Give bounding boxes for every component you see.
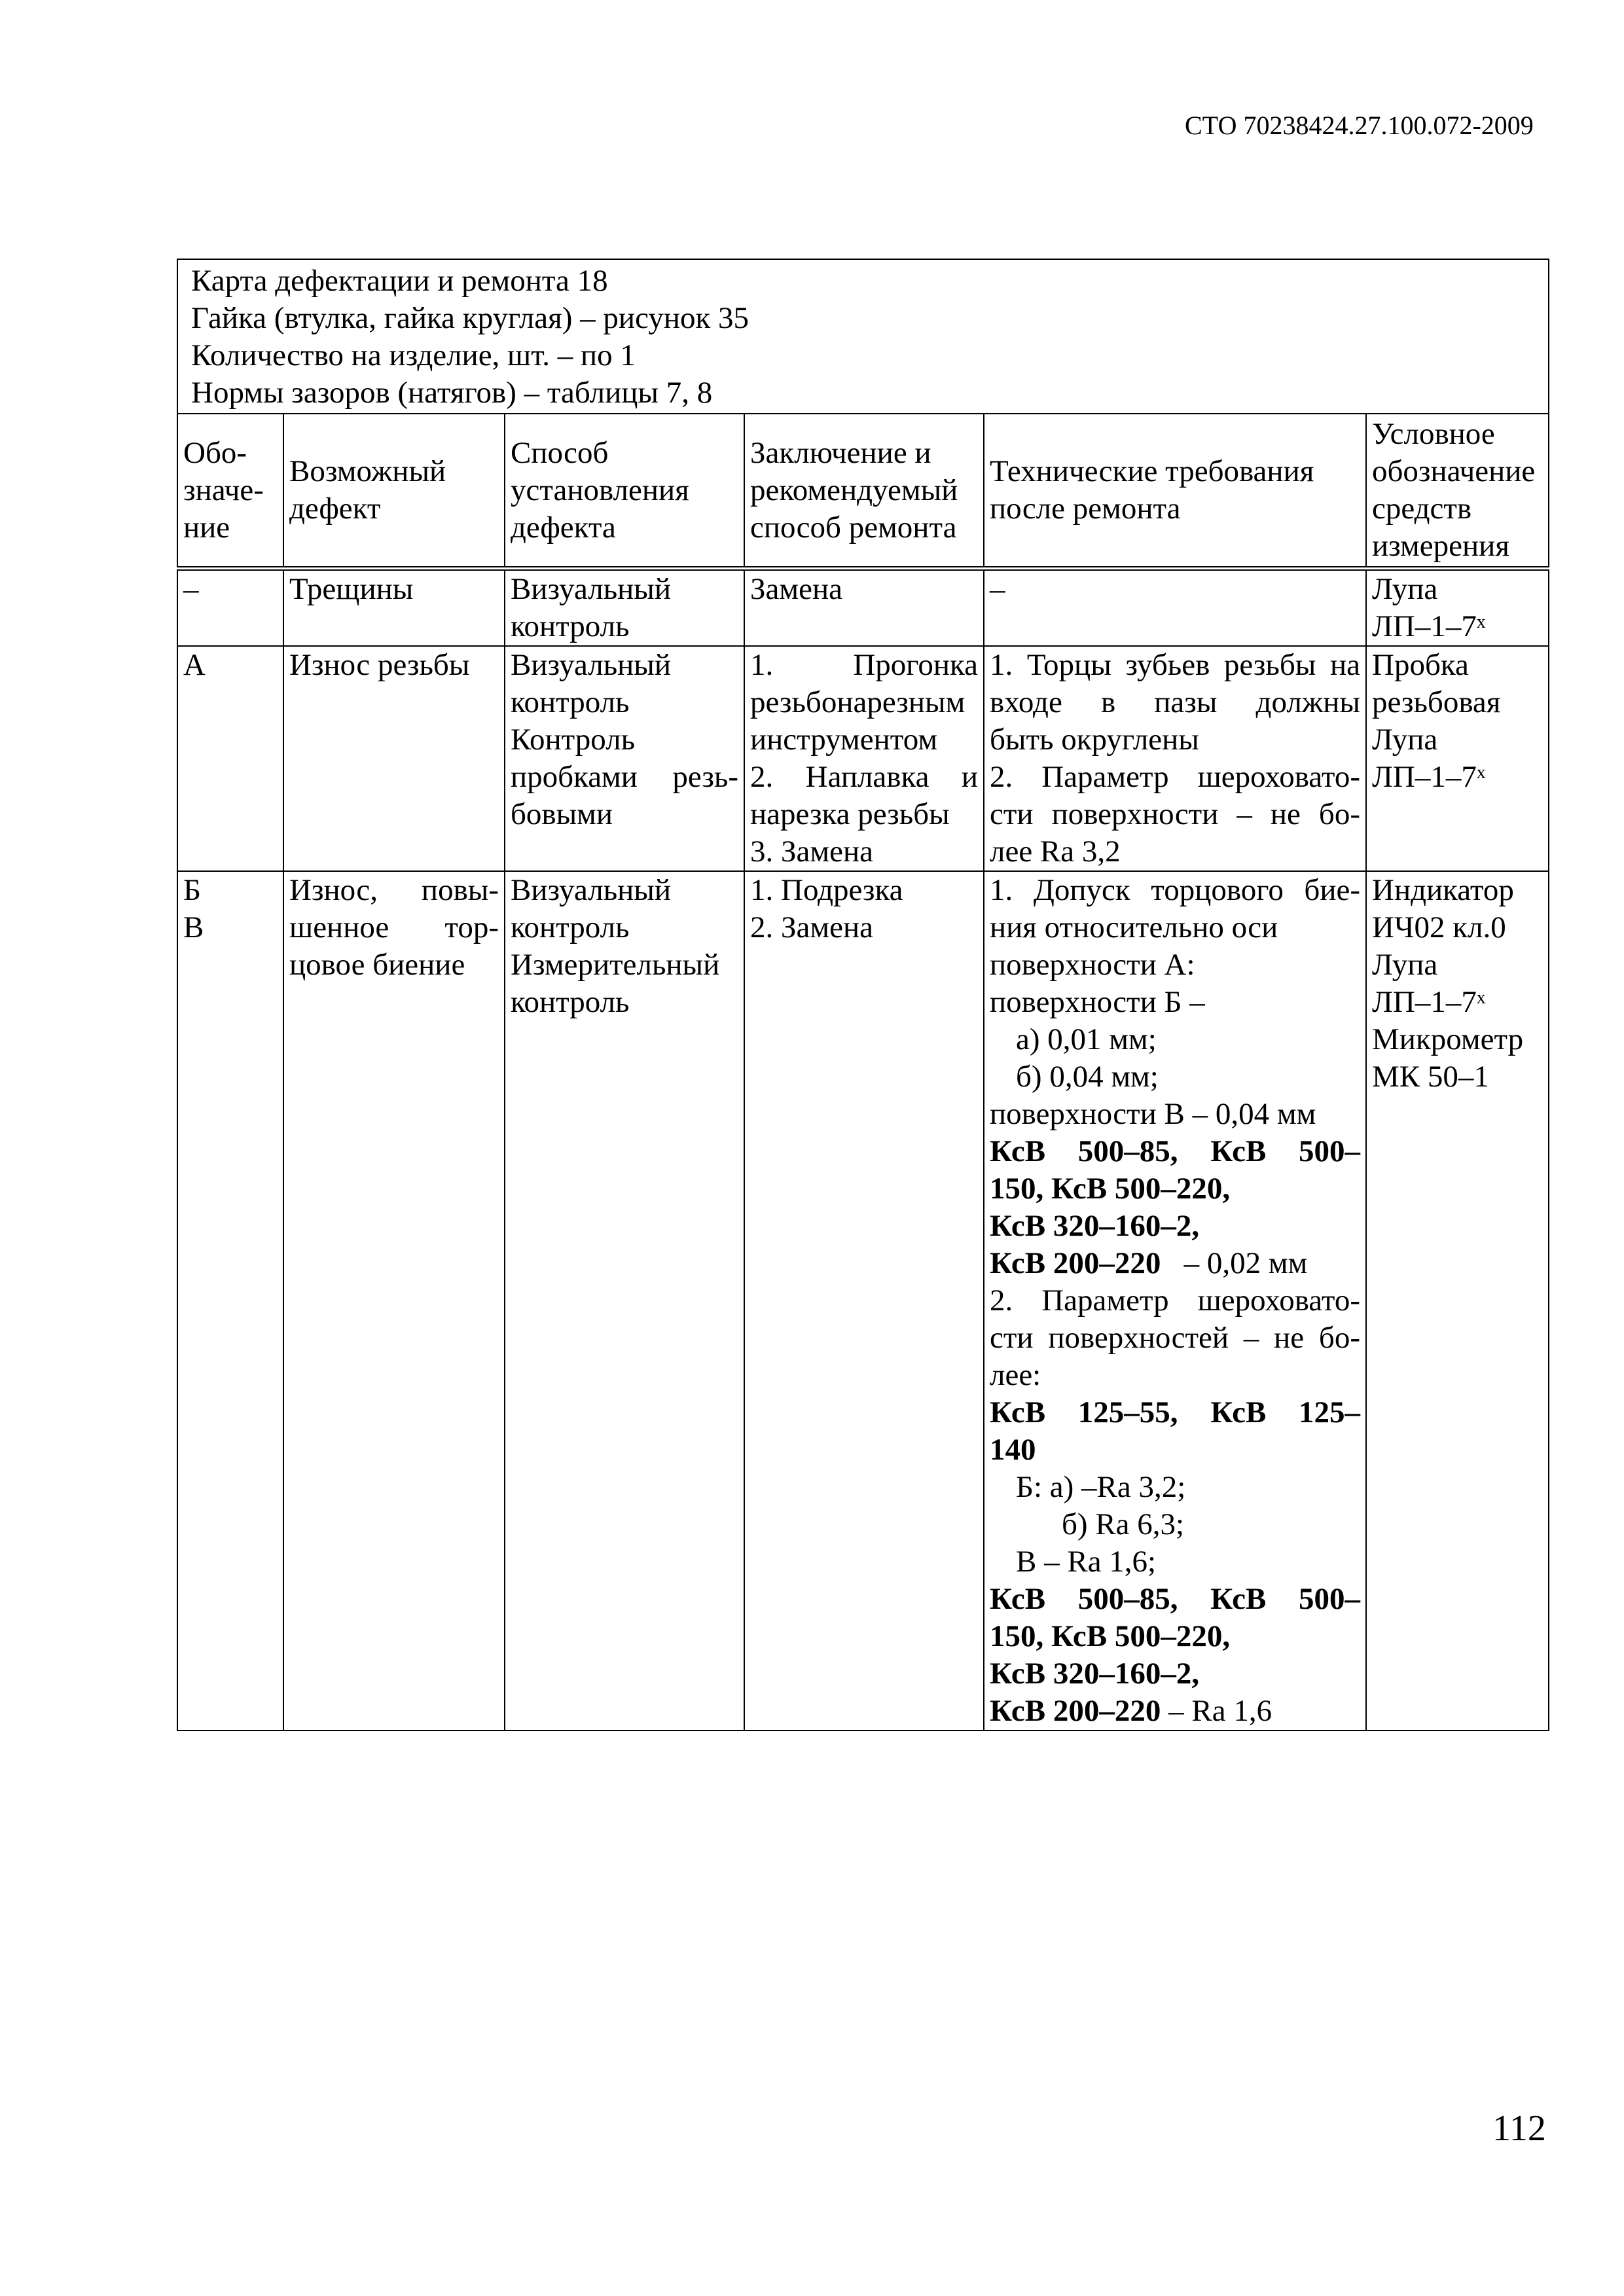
cell-defect [283, 646, 505, 871]
cell-line: А [183, 648, 206, 682]
cell-requirements [984, 871, 1366, 1731]
cell-line: КсВ 500–85, КсВ 500– [990, 1134, 1360, 1168]
cell-line: 3. Замена [750, 834, 874, 869]
cell-detection-method [505, 569, 744, 647]
col-header-detection-method [505, 414, 744, 569]
cell-designation [177, 569, 283, 647]
part-name: Гайка (втулка, гайка круглая) – рисунок 35 [191, 301, 749, 335]
card-title: Карта дефектации и ремонта 18 [191, 264, 608, 298]
cell-line: 150, КсВ 500–220, [990, 1172, 1231, 1206]
cell-line: б) Ra 6,3; [1062, 1507, 1185, 1541]
header-line: измерения [1372, 529, 1509, 563]
cell-requirements [984, 569, 1366, 647]
cell-measuring-tools [1366, 871, 1549, 1731]
cell-line: Трещины [289, 572, 414, 606]
cell-designation [177, 646, 283, 871]
cell-line: Лупа [1372, 948, 1438, 982]
cell-conclusion [744, 871, 984, 1731]
cell-line: Индикатор [1372, 873, 1514, 907]
cell-line: Лупа [1372, 572, 1438, 606]
cell-line: Б: а) –Ra 3,2; [1016, 1470, 1186, 1504]
cell-designation [177, 871, 283, 1731]
cell-line: КсВ 320–160–2, [990, 1209, 1200, 1243]
header-line: значе- [183, 473, 264, 507]
header-line: средств [1372, 492, 1472, 526]
cell-line: 2. Наплавка и [750, 760, 978, 794]
col-header-designation [177, 414, 283, 569]
defect-repair-card-table [177, 259, 1549, 1731]
cell-line: Измерительный [511, 948, 720, 982]
cell-line: Пробка [1372, 648, 1469, 682]
cell-line: – [183, 572, 199, 606]
cell-conclusion [744, 569, 984, 647]
cell-line: 140 [990, 1433, 1036, 1467]
cell-line: В [183, 910, 204, 944]
cell-line: контроль [511, 609, 630, 643]
cell-measuring-tools [1366, 569, 1549, 647]
cell-detection-method [505, 646, 744, 871]
cell-line: сти поверхности – не бо- [990, 797, 1360, 831]
cell-line: Визуальный [511, 648, 672, 682]
cell-line: лее Ra 3,2 [990, 834, 1121, 869]
table-row [177, 569, 1549, 647]
header-line: Возможный [289, 454, 446, 488]
cell-line: бовыми [511, 797, 613, 831]
cell-line: Микрометр [1372, 1022, 1524, 1056]
cell-detection-method [505, 871, 744, 1731]
cell-line [990, 1693, 1360, 1730]
header-line: Технические требования [990, 454, 1314, 488]
header-line: Способ [511, 435, 609, 470]
cell-line: Замена [750, 572, 843, 606]
cell-line: КсВ 320–160–2, [990, 1657, 1200, 1691]
cell-line: 2. Параметр шероховато- [990, 760, 1360, 794]
column-header-row [177, 414, 1549, 569]
cell-line: резьбонарезным [750, 685, 965, 719]
cell-conclusion [744, 646, 984, 871]
cell-line: поверхности В – 0,04 мм [990, 1097, 1316, 1131]
cell-line: контроль [511, 685, 630, 719]
cell-line: контроль [511, 985, 630, 1019]
header-line: Условное [1372, 417, 1495, 451]
table-row [177, 871, 1549, 1731]
header-line: Заключение и [750, 435, 931, 470]
cell-line: Визуальный [511, 873, 672, 907]
header-line: обозначение [1372, 454, 1536, 488]
cell-defect [283, 871, 505, 1731]
col-header-conclusion [744, 414, 984, 569]
cell-line: поверхности А: [990, 948, 1195, 982]
cell-line: сти поверхностей – не бо- [990, 1321, 1360, 1355]
cell-line: Б [183, 873, 201, 907]
cell-line: б) 0,04 мм; [1016, 1060, 1159, 1094]
cell-line: ния относительно оси [990, 910, 1278, 944]
cell-line: Лупа [1372, 723, 1438, 757]
cell-line: 1. Допуск торцового бие- [990, 873, 1360, 907]
cell-line [990, 1245, 1360, 1282]
col-header-requirements [984, 414, 1366, 569]
cell-line: МК 50–1 [1372, 1060, 1489, 1094]
model-label: КсВ 200–220 [990, 1694, 1161, 1728]
cell-line: – [990, 572, 1005, 606]
cell-line: нарезка резьбы [750, 797, 950, 831]
cell-defect [283, 569, 505, 647]
quantity-per-product: Количество на изделие, шт. – по 1 [191, 338, 636, 372]
cell-line: а) 0,01 мм; [1016, 1022, 1157, 1056]
cell-line: лее: [990, 1358, 1041, 1392]
cell-line: КсВ 125–55, КсВ 125– [990, 1395, 1360, 1429]
cell-line: КсВ 500–85, КсВ 500– [990, 1582, 1360, 1616]
tolerance-value: – 0,02 мм [1183, 1246, 1308, 1280]
cell-line: ЛП–1–7ˣ [1372, 609, 1486, 643]
header-line: дефект [289, 492, 381, 526]
page-number: 112 [1492, 2108, 1546, 2149]
header-line: после ремонта [990, 492, 1181, 526]
cell-line: ЛП–1–7ˣ [1372, 760, 1486, 794]
document-code: СТО 70238424.27.100.072-2009 [1185, 111, 1534, 140]
header-line: установления [511, 473, 689, 507]
clearance-norms: Нормы зазоров (натягов) – таблицы 7, 8 [191, 376, 713, 410]
cell-measuring-tools [1366, 646, 1549, 871]
header-line: рекомендуемый [750, 473, 958, 507]
cell-line: Визуальный [511, 572, 672, 606]
cell-line: 1. Прогонка [750, 648, 978, 682]
cell-line: 2. Параметр шероховато- [990, 1283, 1360, 1318]
header-line: Обо- [183, 435, 247, 470]
card-header [177, 259, 1549, 414]
cell-line: пробками резь- [511, 760, 738, 794]
cell-line: шенное тор- [289, 910, 499, 944]
cell-requirements [984, 646, 1366, 871]
model-label: КсВ 200–220 [990, 1246, 1161, 1280]
card-header-row [177, 259, 1549, 414]
cell-line: контроль [511, 910, 630, 944]
col-header-defect [283, 414, 505, 569]
cell-line: 2. Замена [750, 910, 874, 944]
roughness-value: – Ra 1,6 [1168, 1694, 1272, 1728]
cell-line: 150, КсВ 500–220, [990, 1619, 1231, 1653]
cell-line: быть округлены [990, 723, 1199, 757]
cell-line: 1. Торцы зубьев резьбы на [990, 648, 1360, 682]
cell-line: ИЧ02 кл.0 [1372, 910, 1506, 944]
header-line: способ ремонта [750, 510, 957, 545]
cell-line: 1. Подрезка [750, 873, 903, 907]
cell-line: резьбовая [1372, 685, 1501, 719]
table-row [177, 646, 1549, 871]
cell-line: входе в пазы должны [990, 685, 1360, 719]
cell-line: Износ, повы- [289, 873, 499, 907]
cell-line: цовое биение [289, 948, 465, 982]
header-line: ние [183, 510, 230, 545]
cell-line: Контроль [511, 723, 636, 757]
col-header-measuring-tools [1366, 414, 1549, 569]
cell-line: ЛП–1–7ˣ [1372, 985, 1486, 1019]
header-line: дефекта [511, 510, 616, 545]
cell-line: Износ резьбы [289, 648, 470, 682]
cell-line: В – Ra 1,6; [1016, 1545, 1157, 1579]
cell-line: инструментом [750, 723, 938, 757]
cell-line: поверхности Б – [990, 985, 1205, 1019]
